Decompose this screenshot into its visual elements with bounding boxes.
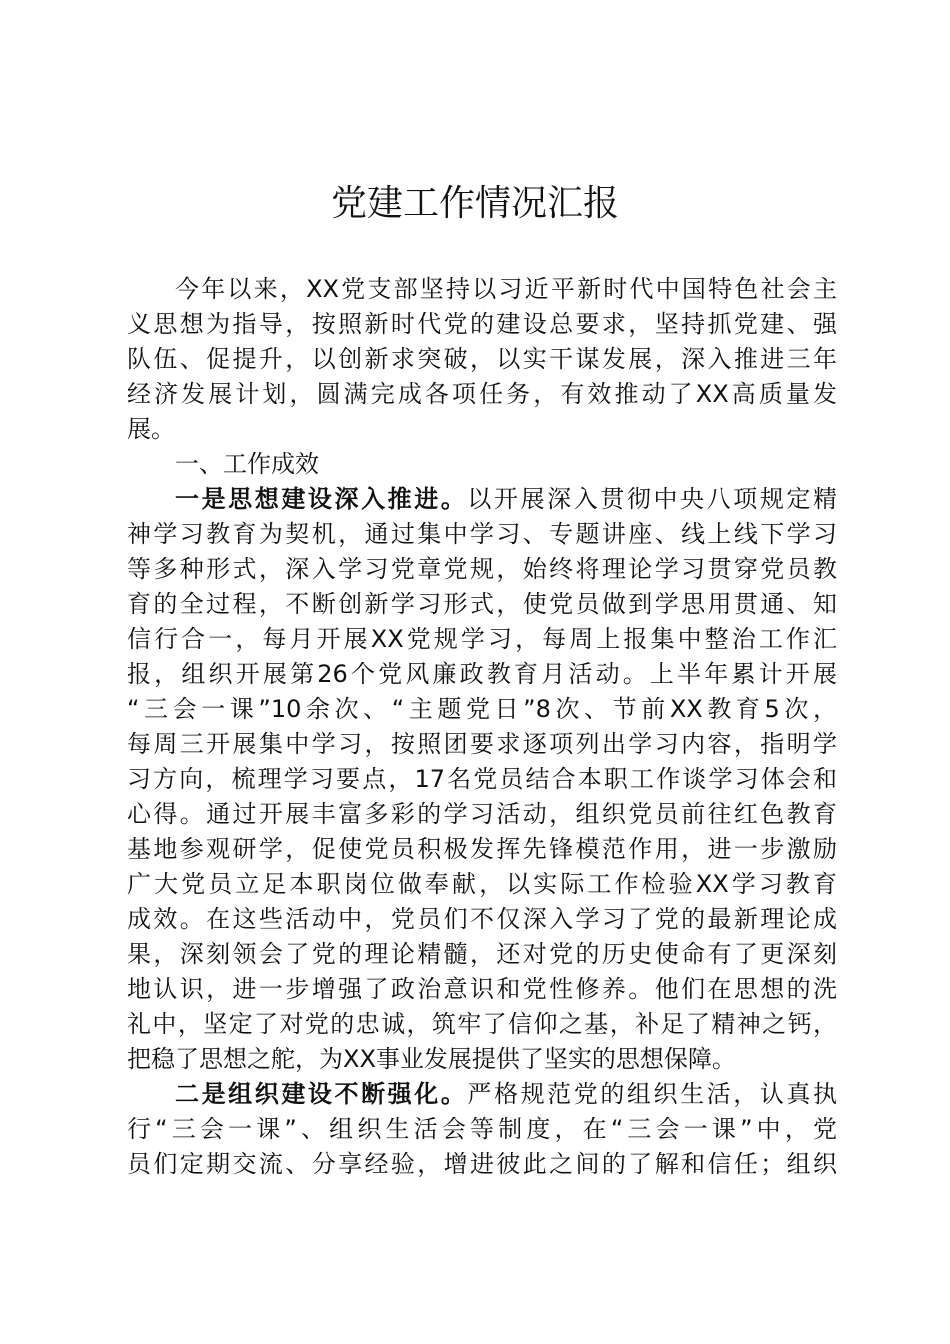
paragraph-line: 果，深刻领会了党的理论精髓，还对党的历史使命有了更深刻 <box>127 940 837 968</box>
paragraph-first-line-rest: 以开展深入贯彻中央八项规定精 <box>467 485 838 513</box>
paragraph-line: 义思想为指导，按照新时代党的建设总要求，坚持抓党建、强 <box>127 310 837 338</box>
paragraph-first-line-rest: 严格规范党的组织生活，认真执 <box>467 1080 838 1108</box>
paragraph-line: 成效。在这些活动中，党员们不仅深入学习了党的最新理论成 <box>127 905 837 933</box>
paragraph-line: 地认识，进一步增强了政治意识和党性修养。他们在思想的洗 <box>127 975 837 1003</box>
paragraph-first-line <box>127 482 837 517</box>
document-title: 党建工作情况汇报 <box>330 183 619 224</box>
paragraph-line: 礼中，坚定了对党的忠诚，筑牢了信仰之基，补足了精神之钙， <box>127 1010 837 1038</box>
paragraph-first-line <box>127 1077 837 1112</box>
paragraph-line: 广大党员立足本职岗位做奉献，以实际工作检验XX学习教育 <box>127 870 837 898</box>
paragraph-line: 经济发展计划，圆满完成各项任务，有效推动了XX高质量发 <box>127 380 837 408</box>
paragraph-lead: 二是组织建设不断强化。 <box>175 1080 468 1108</box>
paragraph-line: 报，组织开展第26个党风廉政教育月活动。上半年累计开展 <box>127 660 837 688</box>
paragraph-line: “三会一课”10余次、“主题党日”8次、节前XX教育5次， <box>127 695 837 723</box>
paragraph-line: 基地参观研学，促使党员积极发挥先锋模范作用，进一步激励 <box>127 835 837 863</box>
paragraph-lead: 一是思想建设深入推进。 <box>175 485 468 513</box>
paragraph-line: 心得。通过开展丰富多彩的学习活动，组织党员前往红色教育 <box>127 800 837 828</box>
paragraph-line: 员们定期交流、分享经验，增进彼此之间的了解和信任；组织 <box>127 1150 837 1178</box>
paragraph-line: 行“三会一课”、组织生活会等制度，在“三会一课”中，党 <box>127 1115 837 1143</box>
paragraph-line: 等多种形式，深入学习党章党规，始终将理论学习贯穿党员教 <box>127 555 837 583</box>
paragraph-line: 队伍、促提升，以创新求突破，以实干谋发展，深入推进三年 <box>127 345 837 373</box>
section-heading: 一、工作成效 <box>175 450 319 478</box>
document-body <box>127 272 837 1182</box>
paragraph-line: 育的全过程，不断创新学习形式，使党员做到学思用贯通、知 <box>127 590 837 618</box>
paragraph-line: 信行合一，每月开展XX党规学习，每周上报集中整治工作汇 <box>127 625 837 653</box>
paragraph-line: 展。 <box>127 415 175 443</box>
paragraph-line: 每周三开展集中学习，按照团要求逐项列出学习内容，指明学 <box>127 730 837 758</box>
paragraph-line: 神学习教育为契机，通过集中学习、专题讲座、线上线下学习 <box>127 520 837 548</box>
paragraph-line: 今年以来，XX党支部坚持以习近平新时代中国特色社会主 <box>175 275 837 303</box>
paragraph-line: 把稳了思想之舵，为XX事业发展提供了坚实的思想保障。 <box>127 1045 736 1073</box>
paragraph-line: 习方向，梳理学习要点，17名党员结合本职工作谈学习体会和 <box>127 765 837 793</box>
